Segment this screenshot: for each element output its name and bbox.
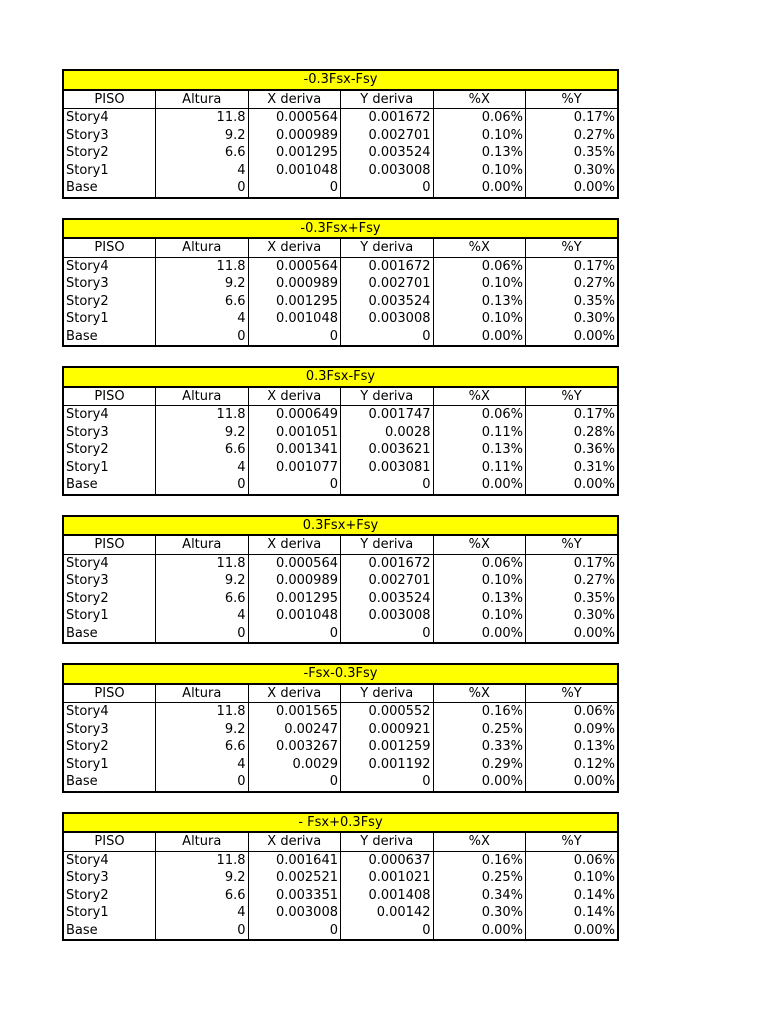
cell-percent-x: 0.06% [433,554,526,572]
cell-piso: Story3 [63,869,156,887]
cell-x-deriva: 0.000989 [248,275,341,293]
table-row [63,127,618,145]
cell-y-deriva: 0.001672 [341,257,434,275]
cell-percent-x: 0.06% [433,257,526,275]
cell-altura: 4 [156,459,249,477]
cell-y-deriva: 0.003524 [341,293,434,311]
table-row [63,459,618,477]
cell-percent-x: 0.34% [433,887,526,905]
table-row [63,756,618,774]
cell-y-deriva: 0.002701 [341,572,434,590]
cell-x-deriva: 0 [248,773,341,792]
table-row [63,922,618,941]
cell-y-deriva: 0.001408 [341,887,434,905]
cell-altura: 4 [156,756,249,774]
cell-percent-x: 0.13% [433,293,526,311]
cell-altura: 11.8 [156,109,249,127]
cell-percent-y: 0.06% [526,851,619,869]
cell-percent-x: 0.00% [433,179,526,198]
column-header-piso: PISO [63,535,156,554]
drift-tables-container [62,69,619,960]
cell-altura: 4 [156,904,249,922]
cell-y-deriva: 0.001259 [341,738,434,756]
cell-altura: 4 [156,310,249,328]
table-title-row [63,813,618,833]
cell-y-deriva: 0.003081 [341,459,434,477]
cell-y-deriva: 0 [341,922,434,941]
cell-altura: 9.2 [156,869,249,887]
table-title: 0.3Fsx-Fsy [63,367,618,387]
cell-altura: 11.8 [156,406,249,424]
table-row [63,310,618,328]
table-row [63,904,618,922]
cell-y-deriva: 0.00142 [341,904,434,922]
cell-percent-x: 0.00% [433,922,526,941]
cell-y-deriva: 0.001021 [341,869,434,887]
table-title: 0.3Fsx+Fsy [63,516,618,536]
cell-altura: 6.6 [156,144,249,162]
cell-percent-x: 0.30% [433,904,526,922]
cell-x-deriva: 0.003351 [248,887,341,905]
cell-piso: Story2 [63,441,156,459]
cell-percent-x: 0.16% [433,703,526,721]
cell-x-deriva: 0.00247 [248,721,341,739]
cell-percent-x: 0.00% [433,328,526,347]
column-header-y-deriva: Y deriva [341,387,434,406]
cell-piso: Story4 [63,554,156,572]
column-header-percent-x: %X [433,387,526,406]
column-header-altura: Altura [156,387,249,406]
table-title-row [63,367,618,387]
cell-percent-y: 0.09% [526,721,619,739]
cell-piso: Story4 [63,109,156,127]
cell-percent-y: 0.35% [526,293,619,311]
cell-altura: 11.8 [156,554,249,572]
column-header-percent-x: %X [433,90,526,109]
cell-percent-y: 0.27% [526,572,619,590]
drift-table [62,663,619,793]
table-title-row [63,219,618,239]
cell-percent-y: 0.35% [526,590,619,608]
table-row [63,851,618,869]
table-row [63,441,618,459]
table-row [63,703,618,721]
cell-percent-y: 0.31% [526,459,619,477]
cell-percent-y: 0.35% [526,144,619,162]
table-row [63,607,618,625]
table-header-row [63,832,618,851]
table-header-row [63,90,618,109]
cell-altura: 0 [156,773,249,792]
cell-percent-y: 0.17% [526,406,619,424]
cell-percent-x: 0.11% [433,459,526,477]
column-header-percent-y: %Y [526,535,619,554]
cell-percent-x: 0.13% [433,590,526,608]
cell-percent-y: 0.36% [526,441,619,459]
cell-piso: Story1 [63,904,156,922]
cell-x-deriva: 0 [248,625,341,644]
cell-piso: Base [63,773,156,792]
cell-x-deriva: 0.000564 [248,554,341,572]
cell-piso: Story2 [63,293,156,311]
column-header-percent-y: %Y [526,238,619,257]
cell-piso: Story4 [63,703,156,721]
table-row [63,476,618,495]
cell-piso: Story2 [63,144,156,162]
column-header-percent-x: %X [433,684,526,703]
cell-piso: Story1 [63,310,156,328]
table-row [63,590,618,608]
cell-percent-x: 0.33% [433,738,526,756]
cell-percent-y: 0.17% [526,554,619,572]
table-header-row [63,387,618,406]
cell-piso: Base [63,328,156,347]
cell-altura: 6.6 [156,441,249,459]
column-header-y-deriva: Y deriva [341,238,434,257]
cell-x-deriva: 0.003008 [248,904,341,922]
cell-percent-x: 0.25% [433,869,526,887]
cell-y-deriva: 0 [341,476,434,495]
cell-piso: Story1 [63,756,156,774]
cell-altura: 4 [156,162,249,180]
column-header-x-deriva: X deriva [248,535,341,554]
table-row [63,275,618,293]
table-header-row [63,684,618,703]
column-header-x-deriva: X deriva [248,90,341,109]
cell-piso: Story3 [63,721,156,739]
cell-x-deriva: 0.000649 [248,406,341,424]
cell-y-deriva: 0 [341,625,434,644]
cell-percent-y: 0.12% [526,756,619,774]
cell-y-deriva: 0.002701 [341,275,434,293]
table-row [63,424,618,442]
cell-piso: Story2 [63,887,156,905]
cell-altura: 9.2 [156,721,249,739]
cell-altura: 11.8 [156,703,249,721]
cell-altura: 0 [156,922,249,941]
cell-x-deriva: 0.001077 [248,459,341,477]
cell-x-deriva: 0.001051 [248,424,341,442]
cell-x-deriva: 0 [248,328,341,347]
drift-table [62,69,619,199]
column-header-altura: Altura [156,90,249,109]
cell-x-deriva: 0 [248,476,341,495]
column-header-x-deriva: X deriva [248,832,341,851]
cell-x-deriva: 0.001565 [248,703,341,721]
cell-y-deriva: 0.0028 [341,424,434,442]
cell-piso: Story2 [63,738,156,756]
cell-x-deriva: 0 [248,922,341,941]
cell-altura: 0 [156,179,249,198]
cell-piso: Story1 [63,459,156,477]
cell-y-deriva: 0 [341,773,434,792]
column-header-piso: PISO [63,832,156,851]
table-title-row [63,70,618,90]
cell-y-deriva: 0.001192 [341,756,434,774]
cell-percent-x: 0.16% [433,851,526,869]
cell-piso: Story3 [63,424,156,442]
cell-y-deriva: 0.003008 [341,162,434,180]
table-title: -Fsx-0.3Fsy [63,664,618,684]
table-row [63,887,618,905]
table-title: -0.3Fsx+Fsy [63,219,618,239]
column-header-percent-x: %X [433,535,526,554]
cell-y-deriva: 0.003621 [341,441,434,459]
cell-y-deriva: 0.003008 [341,607,434,625]
cell-x-deriva: 0.001048 [248,607,341,625]
cell-altura: 6.6 [156,293,249,311]
cell-x-deriva: 0.0029 [248,756,341,774]
cell-percent-x: 0.06% [433,109,526,127]
table-title: -0.3Fsx-Fsy [63,70,618,90]
cell-percent-x: 0.10% [433,310,526,328]
cell-percent-x: 0.25% [433,721,526,739]
cell-y-deriva: 0 [341,328,434,347]
cell-percent-y: 0.14% [526,904,619,922]
column-header-x-deriva: X deriva [248,387,341,406]
cell-altura: 9.2 [156,572,249,590]
cell-percent-y: 0.28% [526,424,619,442]
cell-percent-x: 0.06% [433,406,526,424]
cell-x-deriva: 0.001641 [248,851,341,869]
cell-x-deriva: 0.002521 [248,869,341,887]
table-row [63,721,618,739]
cell-x-deriva: 0.001048 [248,162,341,180]
column-header-y-deriva: Y deriva [341,90,434,109]
cell-piso: Story4 [63,257,156,275]
table-row [63,554,618,572]
column-header-piso: PISO [63,684,156,703]
cell-x-deriva: 0.001295 [248,144,341,162]
cell-y-deriva: 0.000637 [341,851,434,869]
table-row [63,572,618,590]
drift-table [62,366,619,496]
cell-piso: Story1 [63,162,156,180]
cell-percent-y: 0.00% [526,922,619,941]
cell-percent-y: 0.00% [526,476,619,495]
cell-piso: Base [63,625,156,644]
column-header-x-deriva: X deriva [248,684,341,703]
cell-percent-x: 0.13% [433,441,526,459]
cell-altura: 11.8 [156,257,249,275]
cell-percent-y: 0.17% [526,257,619,275]
drift-table [62,218,619,348]
cell-piso: Story3 [63,572,156,590]
cell-percent-y: 0.06% [526,703,619,721]
cell-altura: 0 [156,625,249,644]
table-row [63,406,618,424]
cell-percent-y: 0.00% [526,625,619,644]
cell-x-deriva: 0 [248,179,341,198]
table-title-row [63,664,618,684]
table-row [63,738,618,756]
cell-x-deriva: 0.000989 [248,127,341,145]
cell-altura: 0 [156,328,249,347]
cell-x-deriva: 0.003267 [248,738,341,756]
column-header-piso: PISO [63,387,156,406]
table-header-row [63,238,618,257]
table-row [63,293,618,311]
column-header-percent-y: %Y [526,832,619,851]
table-row [63,625,618,644]
cell-piso: Story4 [63,406,156,424]
cell-x-deriva: 0.001295 [248,293,341,311]
column-header-percent-x: %X [433,832,526,851]
cell-altura: 9.2 [156,127,249,145]
cell-altura: 4 [156,607,249,625]
cell-x-deriva: 0.001048 [248,310,341,328]
cell-percent-y: 0.00% [526,328,619,347]
cell-altura: 9.2 [156,275,249,293]
cell-y-deriva: 0.003008 [341,310,434,328]
cell-y-deriva: 0.003524 [341,590,434,608]
column-header-y-deriva: Y deriva [341,832,434,851]
table-title: - Fsx+0.3Fsy [63,813,618,833]
cell-piso: Base [63,922,156,941]
cell-x-deriva: 0.000564 [248,257,341,275]
cell-piso: Story2 [63,590,156,608]
column-header-piso: PISO [63,90,156,109]
cell-altura: 0 [156,476,249,495]
cell-altura: 9.2 [156,424,249,442]
cell-percent-y: 0.10% [526,869,619,887]
column-header-altura: Altura [156,684,249,703]
cell-y-deriva: 0.001672 [341,109,434,127]
cell-y-deriva: 0 [341,179,434,198]
cell-percent-y: 0.30% [526,310,619,328]
table-row [63,179,618,198]
cell-x-deriva: 0.000989 [248,572,341,590]
table-row [63,328,618,347]
drift-table [62,812,619,942]
column-header-percent-y: %Y [526,90,619,109]
cell-percent-y: 0.30% [526,162,619,180]
cell-y-deriva: 0.000552 [341,703,434,721]
cell-percent-x: 0.13% [433,144,526,162]
cell-percent-y: 0.30% [526,607,619,625]
cell-percent-x: 0.10% [433,607,526,625]
table-header-row [63,535,618,554]
column-header-percent-y: %Y [526,387,619,406]
cell-altura: 6.6 [156,887,249,905]
cell-percent-y: 0.00% [526,773,619,792]
cell-percent-x: 0.10% [433,127,526,145]
cell-piso: Story1 [63,607,156,625]
cell-percent-x: 0.00% [433,773,526,792]
table-row [63,109,618,127]
cell-percent-y: 0.14% [526,887,619,905]
column-header-percent-x: %X [433,238,526,257]
cell-y-deriva: 0.001672 [341,554,434,572]
cell-x-deriva: 0.001295 [248,590,341,608]
table-row [63,162,618,180]
cell-percent-x: 0.29% [433,756,526,774]
cell-y-deriva: 0.001747 [341,406,434,424]
column-header-percent-y: %Y [526,684,619,703]
cell-y-deriva: 0.003524 [341,144,434,162]
cell-percent-x: 0.00% [433,625,526,644]
cell-percent-y: 0.17% [526,109,619,127]
cell-y-deriva: 0.000921 [341,721,434,739]
drift-table [62,515,619,645]
cell-percent-x: 0.11% [433,424,526,442]
column-header-altura: Altura [156,535,249,554]
cell-piso: Base [63,179,156,198]
column-header-piso: PISO [63,238,156,257]
table-row [63,144,618,162]
cell-percent-y: 0.27% [526,275,619,293]
cell-piso: Story3 [63,275,156,293]
cell-piso: Base [63,476,156,495]
cell-percent-x: 0.00% [433,476,526,495]
cell-altura: 6.6 [156,590,249,608]
cell-piso: Story3 [63,127,156,145]
column-header-y-deriva: Y deriva [341,684,434,703]
column-header-altura: Altura [156,238,249,257]
table-row [63,869,618,887]
cell-y-deriva: 0.002701 [341,127,434,145]
cell-percent-x: 0.10% [433,162,526,180]
column-header-x-deriva: X deriva [248,238,341,257]
cell-percent-x: 0.10% [433,275,526,293]
cell-percent-y: 0.27% [526,127,619,145]
cell-percent-x: 0.10% [433,572,526,590]
column-header-y-deriva: Y deriva [341,535,434,554]
cell-x-deriva: 0.001341 [248,441,341,459]
cell-percent-y: 0.13% [526,738,619,756]
column-header-altura: Altura [156,832,249,851]
cell-percent-y: 0.00% [526,179,619,198]
cell-altura: 11.8 [156,851,249,869]
table-row [63,257,618,275]
table-row [63,773,618,792]
cell-altura: 6.6 [156,738,249,756]
cell-piso: Story4 [63,851,156,869]
cell-x-deriva: 0.000564 [248,109,341,127]
table-title-row [63,516,618,536]
